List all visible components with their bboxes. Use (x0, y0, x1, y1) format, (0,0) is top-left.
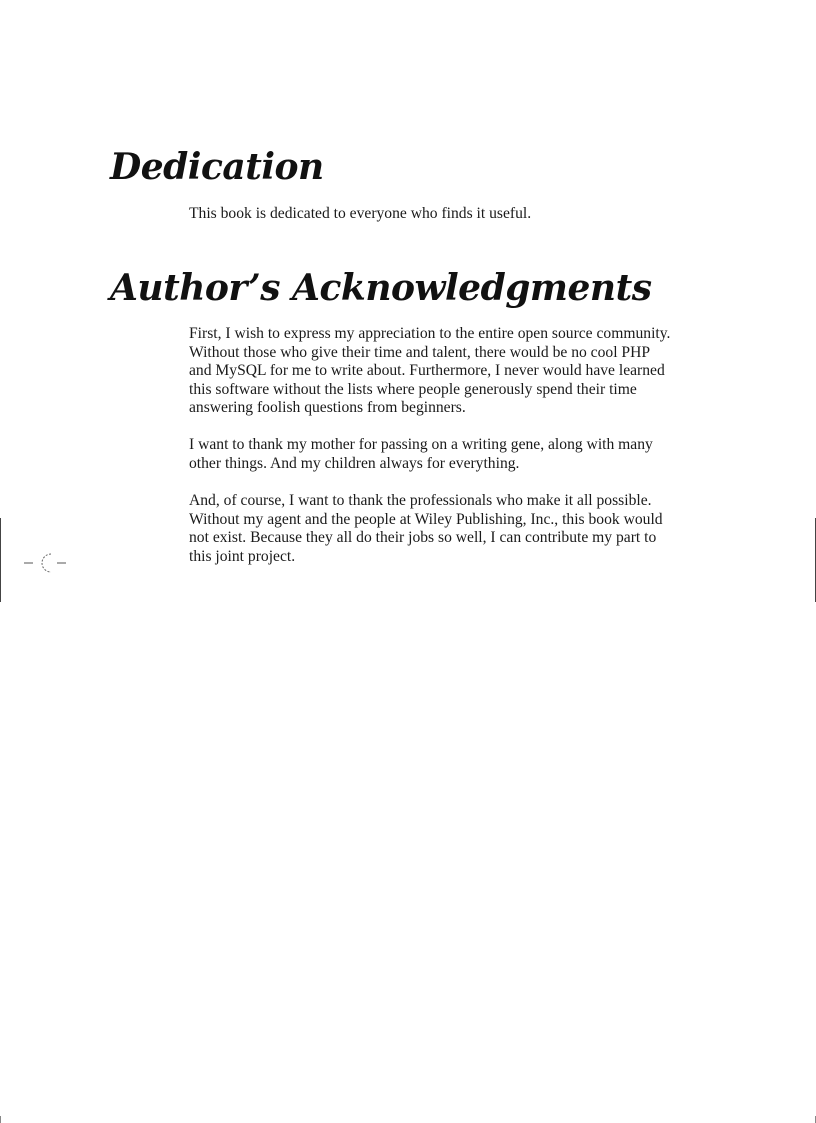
paragraph-line: This book is dedicated to everyone who finds it useful. (189, 205, 532, 222)
acknowledgments-heading: Author’s Acknowledgments (110, 267, 652, 309)
paragraph-line: First, I wish to express my appreciation to the entire open source community. (189, 325, 671, 342)
paragraph-line: And, of course, I want to thank the professionals who make it all possible. (189, 492, 652, 509)
acknowledgments-paragraph-2 (189, 436, 729, 473)
paragraph-line: Without those who give their time and talent, there would be no cool PHP (189, 343, 651, 361)
paragraph-line: this joint project. (189, 547, 296, 565)
paragraph-line: this software without the lists where people generously spend their time (189, 380, 637, 398)
dedication-heading: Dedication (110, 146, 324, 188)
paragraph-line: Without my agent and the people at Wiley Publishing, Inc., this book would (189, 510, 663, 528)
acknowledgments-paragraph-3 (189, 492, 729, 566)
dedication-paragraph (189, 205, 729, 224)
paragraph-line: other things. And my children always for everything. (189, 454, 520, 472)
left-edge-rule (0, 518, 1, 602)
registration-crop-mark-icon (24, 549, 66, 577)
paragraph-line: I want to thank my mother for passing on a writing gene, along with many (189, 436, 653, 453)
bottom-left-trim-tick (0, 1116, 1, 1123)
acknowledgments-paragraph-1 (189, 325, 729, 418)
paragraph-line: answering foolish questions from beginners. (189, 399, 466, 417)
paragraph-line: not exist. Because they all do their jobs so well, I can contribute my part to (189, 529, 657, 547)
paragraph-line: and MySQL for me to write about. Furthermore, I never would have learned (189, 362, 665, 380)
